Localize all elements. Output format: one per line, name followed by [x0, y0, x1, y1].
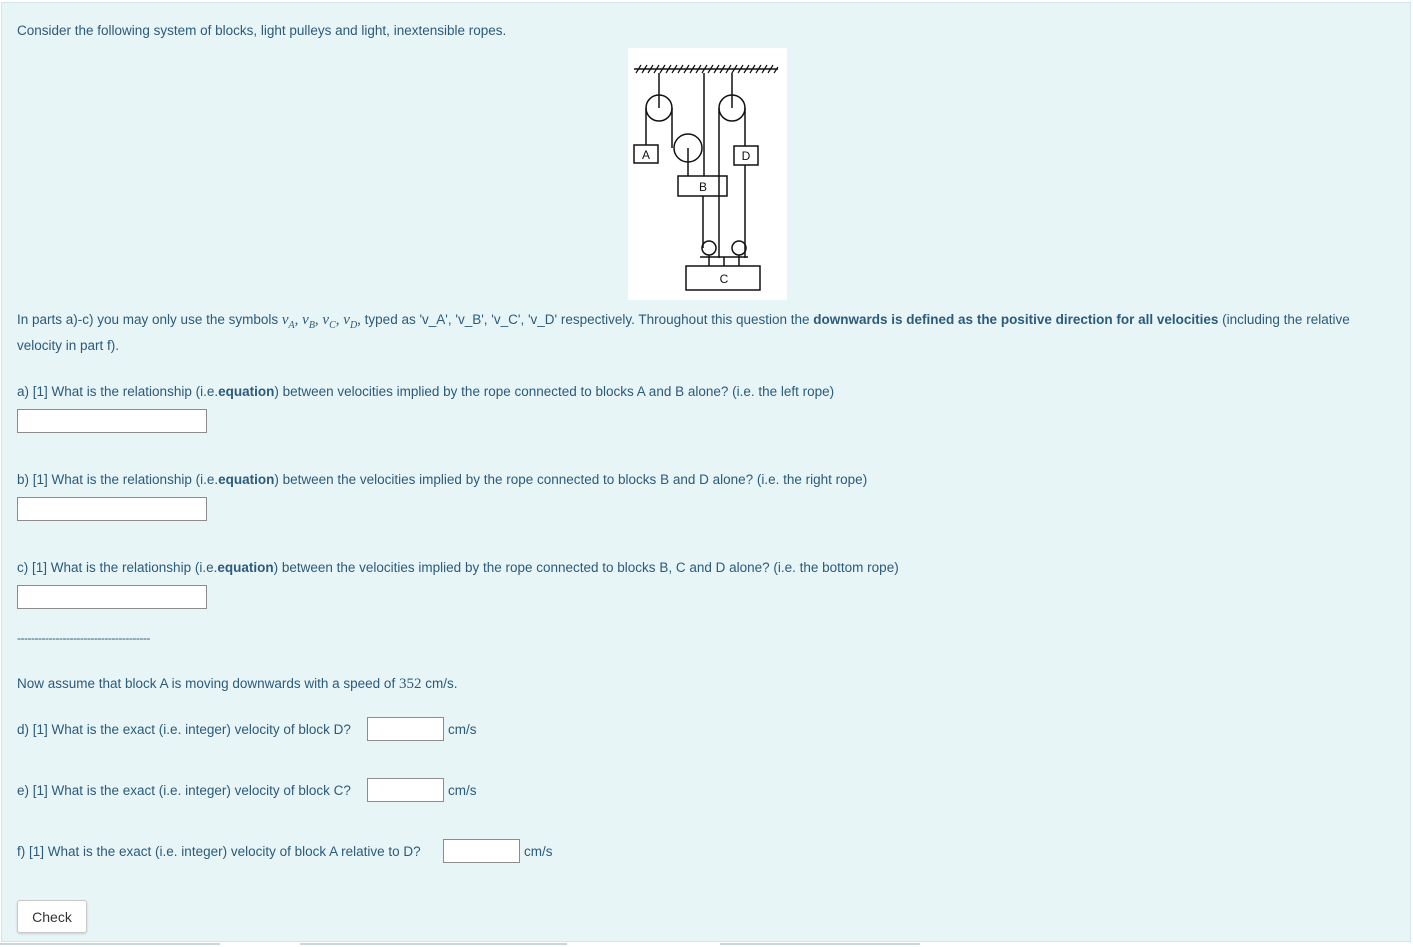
scroll-segment-2 [300, 943, 567, 945]
question-panel [1, 2, 1411, 942]
answer-a-input[interactable] [17, 409, 207, 433]
unit-e: cm/s [448, 783, 477, 798]
pulley-diagram [628, 48, 787, 300]
speed-value: 352 [398, 676, 422, 692]
separator-dashes: -------------------------------------- [17, 631, 150, 645]
intro-text: Consider the following system of blocks, light pulleys and light, inextensible ropes. [17, 23, 507, 38]
lower-right-pulley [732, 241, 746, 255]
assumption-text: Now assume that block A is moving downwards with a speed of 352 cm/s. [17, 676, 458, 692]
answer-c-input[interactable] [17, 585, 207, 609]
instructions-paragraph [17, 310, 1387, 356]
question-d: d) [1] What is the exact (i.e. integer) velocity of block D? [17, 722, 351, 737]
label-c: C [719, 272, 729, 286]
question-b: b) [1] What is the relationship (i.e.equation) between the velocities implied by the rope connected to blocks B and D alone? (i.e. the right rope) [17, 472, 868, 487]
question-c: c) [1] What is the relationship (i.e.equation) between the velocities implied by the rope connected to blocks B, C and D alone? (i.e. the bottom rope) [17, 560, 899, 575]
label-b: B [698, 180, 708, 194]
unit-f: cm/s [524, 844, 553, 859]
scroll-segment-3 [720, 943, 920, 945]
pulley-diagram-svg [628, 48, 787, 300]
symbol-list: $v_A$, $v_B$, $v_C$, $v_D$, [281, 312, 361, 331]
instructions-bold: downwards is defined as the positive direction for all velocities [813, 312, 1219, 327]
check-button[interactable]: Check [17, 900, 87, 933]
answer-b-input[interactable] [17, 497, 207, 521]
unit-d: cm/s [448, 722, 477, 737]
instructions-text-1: In parts a)-c) you may only use the symbols [17, 312, 282, 327]
answer-d-input[interactable] [367, 717, 444, 741]
question-e: e) [1] What is the exact (i.e. integer) velocity of block C? [17, 783, 351, 798]
answer-f-input[interactable] [443, 839, 520, 863]
lower-left-pulley [702, 241, 716, 255]
label-d: D [741, 149, 751, 163]
question-a: a) [1] What is the relationship (i.e.equation) between velocities implied by the rope connected to blocks A and B alone? (i.e. the left rope) [17, 384, 835, 399]
instructions-text-2: typed as 'v_A', 'v_B', 'v_C', 'v_D' respectively. Throughout this question the [360, 312, 814, 327]
label-a: A [641, 148, 651, 162]
answer-e-input[interactable] [367, 778, 444, 802]
scroll-segment-1 [0, 943, 220, 945]
question-f: f) [1] What is the exact (i.e. integer) velocity of block A relative to D? [17, 844, 421, 859]
bottom-scroll-track [0, 942, 1413, 947]
instructions-text-3: (including the relative velocity in part f). [17, 312, 1350, 353]
